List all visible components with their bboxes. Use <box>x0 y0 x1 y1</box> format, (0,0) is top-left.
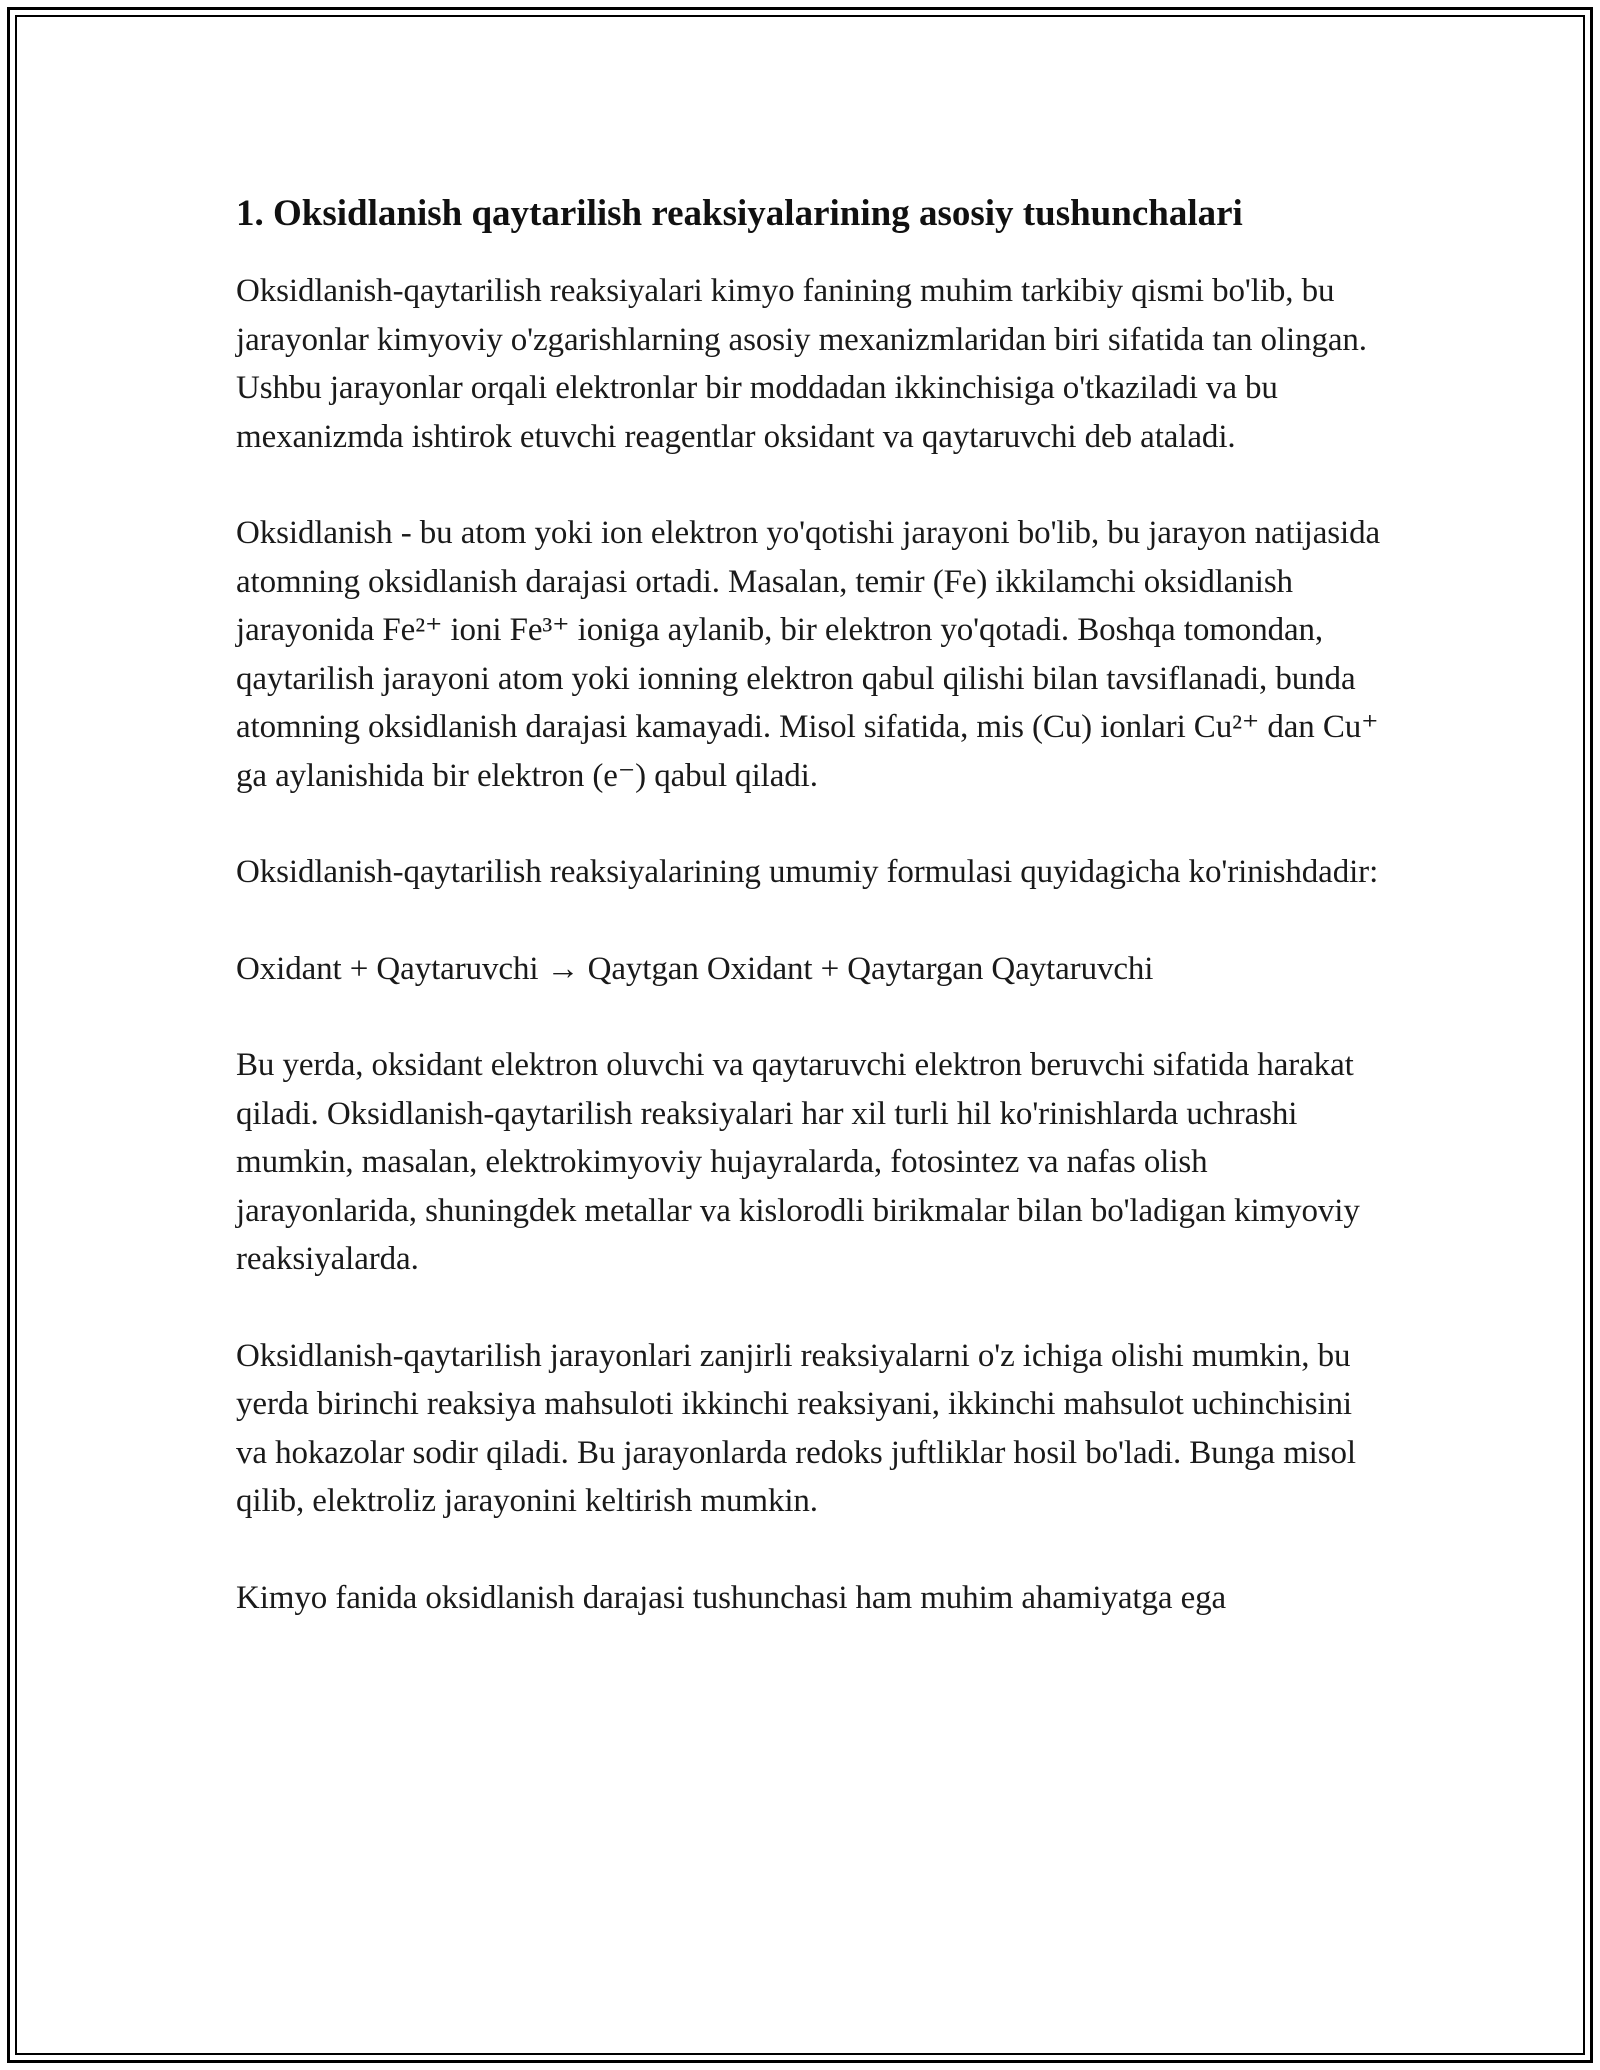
paragraph-intro: Oksidlanish-qaytarilish reaksiyalari kimyo fanining muhim tarkibiy qismi bo'lib, bu jarayonlar kimyoviy o'zgarishlarning asosiy mexanizmlaridan biri sifatida tan olingan. Ushbu jarayonlar orqali elektronlar bir moddadan ikkinchisiga o'tkaziladi va bu mexanizmda ishtirok etuvchi reagentlar oksidant va qaytaruvchi deb ataladi. <box>236 273 1367 455</box>
paragraph-formula-intro: Oksidlanish-qaytarilish reaksiyalarining umumiy formulasi quyidagicha ko'rinishdadir: <box>236 854 1379 890</box>
paragraph-oxidant-reductant: Bu yerda, oksidant elektron oluvchi va qaytaruvchi elektron beruvchi sifatida harakat qiladi. Oksidlanish-qaytarilish reaksiyalari har xil turli hil ko'rinishlarda uchrashi mumkin, masalan, elektrokimyoviy hujayralarda, fotosintez va nafas olish jarayonlarida, shuningdek metallar va kislorodli birikmalar bilan bo'ladigan kimyoviy reaksiyalarda. <box>236 1047 1360 1277</box>
paragraph-general-formula: Oxidant + Qaytaruvchi → Qaytgan Oxidant + Qaytargan Qaytaruvchi <box>236 950 1154 987</box>
paragraph-oxidation-definition: Oksidlanish - bu atom yoki ion elektron yo'qotishi jarayoni bo'lib, bu jarayon natijasida atomning oksidlanish darajasi ortadi. Masalan, temir (Fe) ikkilamchi oksidlanish jarayonida Fe²⁺ ioni Fe³⁺ ioniga aylanib, bir elektron yo'qotadi. Boshqa tomondan, qaytarilish jarayoni atom yoki ionning elektron qabul qilishi bilan tavsiflanadi, bunda atomning oksidlanish darajasi kamayadi. Misol sifatida, mis (Cu) ionlari Cu²⁺ dan Cu⁺ ga aylanishida bir elektron (e⁻) qabul qiladi. <box>236 515 1381 794</box>
document-body <box>236 186 1386 1670</box>
paragraph-chain-reactions: Oksidlanish-qaytarilish jarayonlari zanjirli reaksiyalarni o'z ichiga olishi mumkin, bu yerda birinchi reaksiya mahsuloti ikkinchi reaksiyani, ikkinchi mahsulot uchinchisini va hokazolar sodir qiladi. Bu jarayonlarda redoks juftliklar hosil bo'ladi. Bunga misol qilib, elektroliz jarayonini keltirish mumkin. <box>236 1337 1356 1519</box>
paragraph-oxidation-state: Kimyo fanida oksidlanish darajasi tushunchasi ham muhim ahamiyatga ega <box>236 1579 1227 1616</box>
section-heading: 1. Oksidlanish qaytarilish reaksiyalarining asosiy tushunchalari <box>236 193 1243 234</box>
